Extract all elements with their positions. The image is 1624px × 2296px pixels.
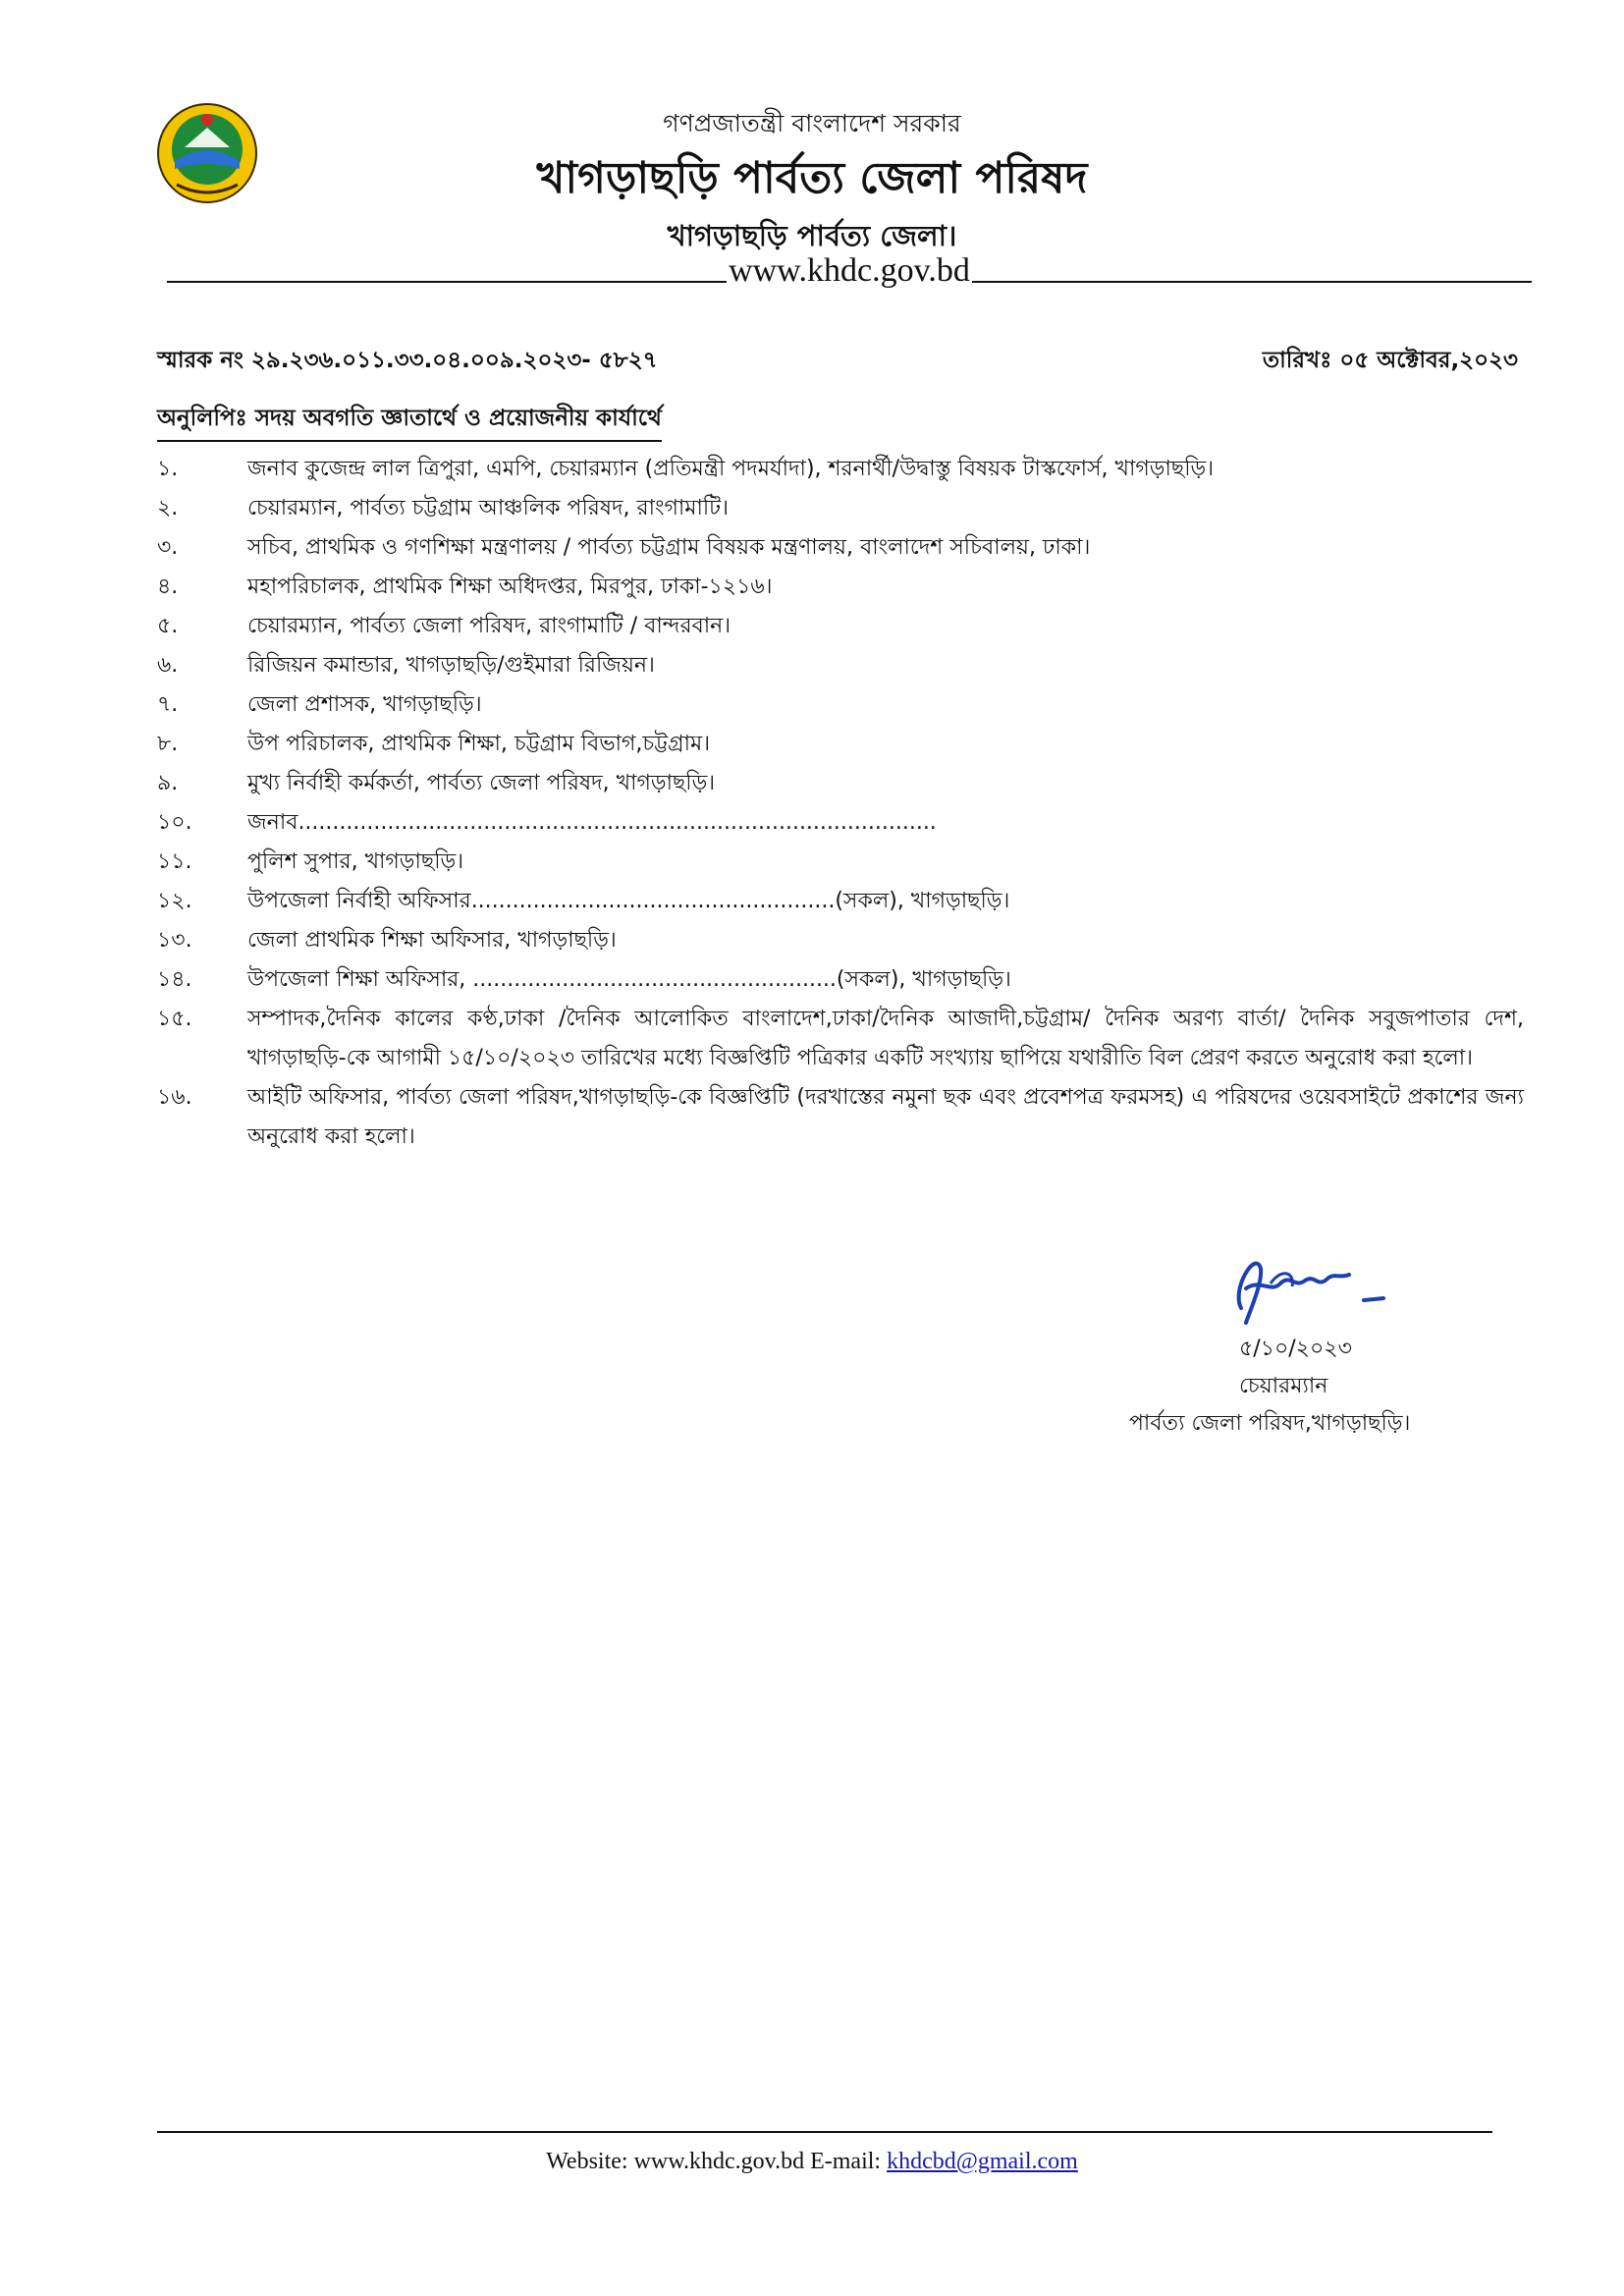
list-item-text: উপজেলা নির্বাহী অফিসার.....................................................(সকল), খাগড়াছড়ি। — [247, 889, 1010, 913]
list-item — [157, 764, 1532, 803]
list-item-number: ৫. — [157, 614, 179, 638]
memo-number: স্মারক নং ২৯.২৩৬.০১১.৩৩.০৪.০০৯.২০২৩- ৫৮২৭ — [157, 348, 658, 373]
list-item — [157, 450, 1532, 489]
list-item-text: উপ পরিচালক, প্রাথমিক শিক্ষা, চট্টগ্রাম বিভাগ,চট্টগ্রাম। — [247, 732, 711, 756]
recipient-list — [157, 450, 1532, 1157]
memo-date: তারিখঃ ০৫ অক্টোবর,২০২৩ — [1262, 348, 1518, 373]
list-item-text: চেয়ারম্যান, পার্বত্য চট্টগ্রাম আঞ্চলিক পরিষদ, রাংগামাটি। — [247, 496, 730, 520]
government-title: গণপ্রজাতন্ত্রী বাংলাদেশ সরকার — [663, 109, 961, 137]
footer-rule — [157, 2131, 1492, 2133]
footer — [0, 2149, 1624, 2175]
list-item-text: মুখ্য নির্বাহী কর্মকর্তা, পার্বত্য জেলা পরিষদ, খাগড়াছড়ি। — [247, 771, 716, 795]
list-item-number: ৭. — [157, 692, 179, 717]
list-item — [157, 489, 1532, 528]
list-item-number: ৮. — [157, 732, 179, 756]
list-item-number: ১. — [157, 457, 179, 481]
list-item-text: মহাপরিচালক, প্রাথমিক শিক্ষা অধিদপ্তর, মিরপুর, ঢাকা-১২১৬। — [247, 574, 773, 599]
list-item — [157, 646, 1532, 685]
list-item — [157, 803, 1532, 843]
list-item-text: জেলা প্রশাসক, খাগড়াছড়ি। — [247, 692, 482, 717]
list-item-number: ৩. — [157, 535, 179, 560]
list-item-number: ১২. — [157, 889, 192, 913]
header-website: www.khdc.gov.bd — [729, 252, 970, 289]
list-item-number: ৪. — [157, 574, 179, 599]
signatory-office: পার্বত্য জেলা পরিষদ,খাগড়াছড়ি। — [1129, 1411, 1411, 1436]
header-rule-right — [972, 257, 1532, 283]
list-item-text: জনাব............................................................................................. — [247, 810, 937, 835]
district-name: খাগড়াছড়ি পার্বত্য জেলা। — [667, 219, 957, 252]
list-item-number: ১১. — [157, 849, 192, 874]
website-line — [167, 251, 1532, 291]
list-item-text: সচিব, প্রাথমিক ও গণশিক্ষা মন্ত্রণালয় / পার্বত্য চট্টগ্রাম বিষয়ক মন্ত্রণালয়, বাংলাদেশ সচিবালয়, ঢাকা। — [247, 535, 1091, 560]
footer-email-link[interactable]: khdcbd@gmail.com — [887, 2149, 1078, 2174]
list-item-text: উপজেলা শিক্ষা অফিসার, .....................................................(সকল), খাগড়াছড়ি। — [247, 967, 1011, 992]
list-item-text: জেলা প্রাথমিক শিক্ষা অফিসার, খাগড়াছড়ি। — [247, 928, 617, 953]
list-item — [157, 1000, 1532, 1078]
list-item-number: ১৩. — [157, 928, 192, 953]
list-item — [157, 1078, 1532, 1157]
signatory-title: চেয়ারম্যান — [1239, 1374, 1328, 1398]
council-name: খাগড়াছড়ি পার্বত্য জেলা পরিষদ — [536, 153, 1088, 203]
list-item-number: ১৪. — [157, 967, 192, 992]
signature-date: ৫/১০/২০২৩ — [1239, 1337, 1352, 1361]
list-item-text: আইটি অফিসার, পার্বত্য জেলা পরিষদ,খাগড়াছড়ি-কে বিজ্ঞপ্তিটি (দরখাস্তের নমুনা ছক এবং প্রবেশপত্র ফরমসহ) এ পরিষদের ওয়েবসাইটে প্রকাশের জন্য অনুরোধ করা হলো। — [247, 1085, 1524, 1149]
list-item-text: জনাব কুজেন্দ্র লাল ত্রিপুরা, এমপি, চেয়ারম্যান (প্রতিমন্ত্রী পদমর্যাদা), শরনার্থী/উদ্বাস্তু বিষয়ক টাস্কফোর্স, খাগড়াছড়ি। — [247, 457, 1215, 481]
list-item-text: চেয়ারম্যান, পার্বত্য জেলা পরিষদ, রাংগামাটি / বান্দরবান। — [247, 614, 731, 638]
list-item-text: সম্পাদক,দৈনিক কালের কণ্ঠ,ঢাকা /দৈনিক আলোকিত বাংলাদেশ,ঢাকা/দৈনিক আজাদী,চট্টগ্রাম/ দৈনিক অরণ্য বার্তা/ দৈনিক সবুজপাতার দেশ, খাগড়াছড়ি-কে আগামী ১৫/১০/২০২৩ তারিখের মধ্যে বিজ্ঞপ্তিটি পত্রিকার একটি সংখ্যায় ছাপিয়ে যথারীতি বিল প্রেরণ করতে অনুরোধ করা হলো। — [247, 1007, 1524, 1070]
list-item — [157, 843, 1532, 882]
header-rule-left — [167, 257, 727, 283]
list-item — [157, 528, 1532, 568]
list-item-number: ১৬. — [157, 1085, 192, 1110]
list-item-text: পুলিশ সুপার, খাগড়াছড়ি। — [247, 849, 464, 874]
signature-image — [1202, 1230, 1398, 1338]
list-item-number: ৯. — [157, 771, 179, 795]
list-item — [157, 960, 1532, 1000]
list-item — [157, 921, 1532, 960]
list-item-text: রিজিয়ন কমান্ডার, খাগড়াছড়ি/গুইমারা রিজিয়ন। — [247, 653, 655, 678]
list-item — [157, 568, 1532, 607]
cc-heading: অনুলিপিঃ সদয় অবগতি জ্ঞাতার্থে ও প্রয়োজনীয় কার্যার্থে — [157, 400, 662, 442]
list-item — [157, 882, 1532, 921]
list-item-number: ২. — [157, 496, 179, 520]
list-item — [157, 725, 1532, 764]
list-item-number: ১৫. — [157, 1007, 192, 1031]
list-item — [157, 607, 1532, 646]
list-item — [157, 685, 1532, 725]
footer-website-text: Website: www.khdc.gov.bd E-mail: — [546, 2149, 888, 2174]
list-item-number: ১০. — [157, 810, 192, 835]
list-item-number: ৬. — [157, 653, 179, 678]
